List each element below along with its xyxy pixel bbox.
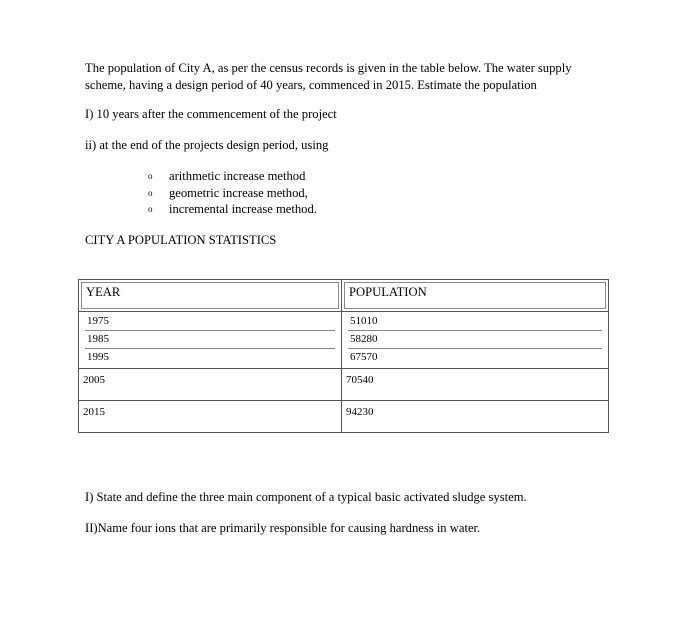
method-label: arithmetic increase method [169,169,306,183]
question-ii: ii) at the end of the projects design period, using [85,138,329,152]
method-item [148,201,317,218]
intro-line-1: The population of City A, as per the census records is given in the table below. The water supply [85,61,572,75]
year-value: 1975 [85,313,335,331]
year-value: 1985 [85,331,335,349]
method-label: incremental increase method. [169,202,317,216]
table-title: CITY A POPULATION STATISTICS [85,233,277,247]
method-label: geometric increase method, [169,185,308,200]
table-cell [342,401,609,433]
header-population: POPULATION [344,282,606,309]
table-cell [342,369,609,401]
question-i: I) 10 years after the commencement of the project [85,107,337,121]
bullet-icon: o [148,204,153,214]
population-value: 51010 [348,313,602,331]
population-value: 94230 [346,406,374,418]
population-table [78,279,609,433]
method-item [148,168,317,185]
table-cell [79,369,342,401]
intro-paragraph [85,60,625,94]
table-cell [342,312,609,369]
table-header-row [79,280,609,312]
population-value: 67570 [350,351,378,363]
population-value: 70540 [346,374,374,386]
year-value: 1995 [87,351,109,363]
table-cell [79,401,342,433]
year-value: 2005 [83,374,105,386]
header-cell [342,280,609,312]
method-item [148,185,317,202]
bullet-icon: o [148,187,153,198]
intro-line-2: scheme, having a design period of 40 years, commenced in 2015. Estimate the population [85,78,537,92]
bullet-icon: o [148,171,153,181]
header-cell [79,280,342,312]
table-cell [79,312,342,369]
footer-question-1: I) State and define the three main component of a typical basic activated sludge system. [85,490,527,504]
table-row [79,312,609,369]
footer-question-2: II)Name four ions that are primarily responsible for causing hardness in water. [85,521,481,535]
population-group [342,312,608,366]
table-row [79,369,609,401]
population-value: 58280 [348,331,602,349]
table-row [79,401,609,433]
year-group [79,312,341,366]
header-year: YEAR [81,282,339,309]
methods-list [148,168,317,218]
year-value: 2015 [83,406,105,418]
